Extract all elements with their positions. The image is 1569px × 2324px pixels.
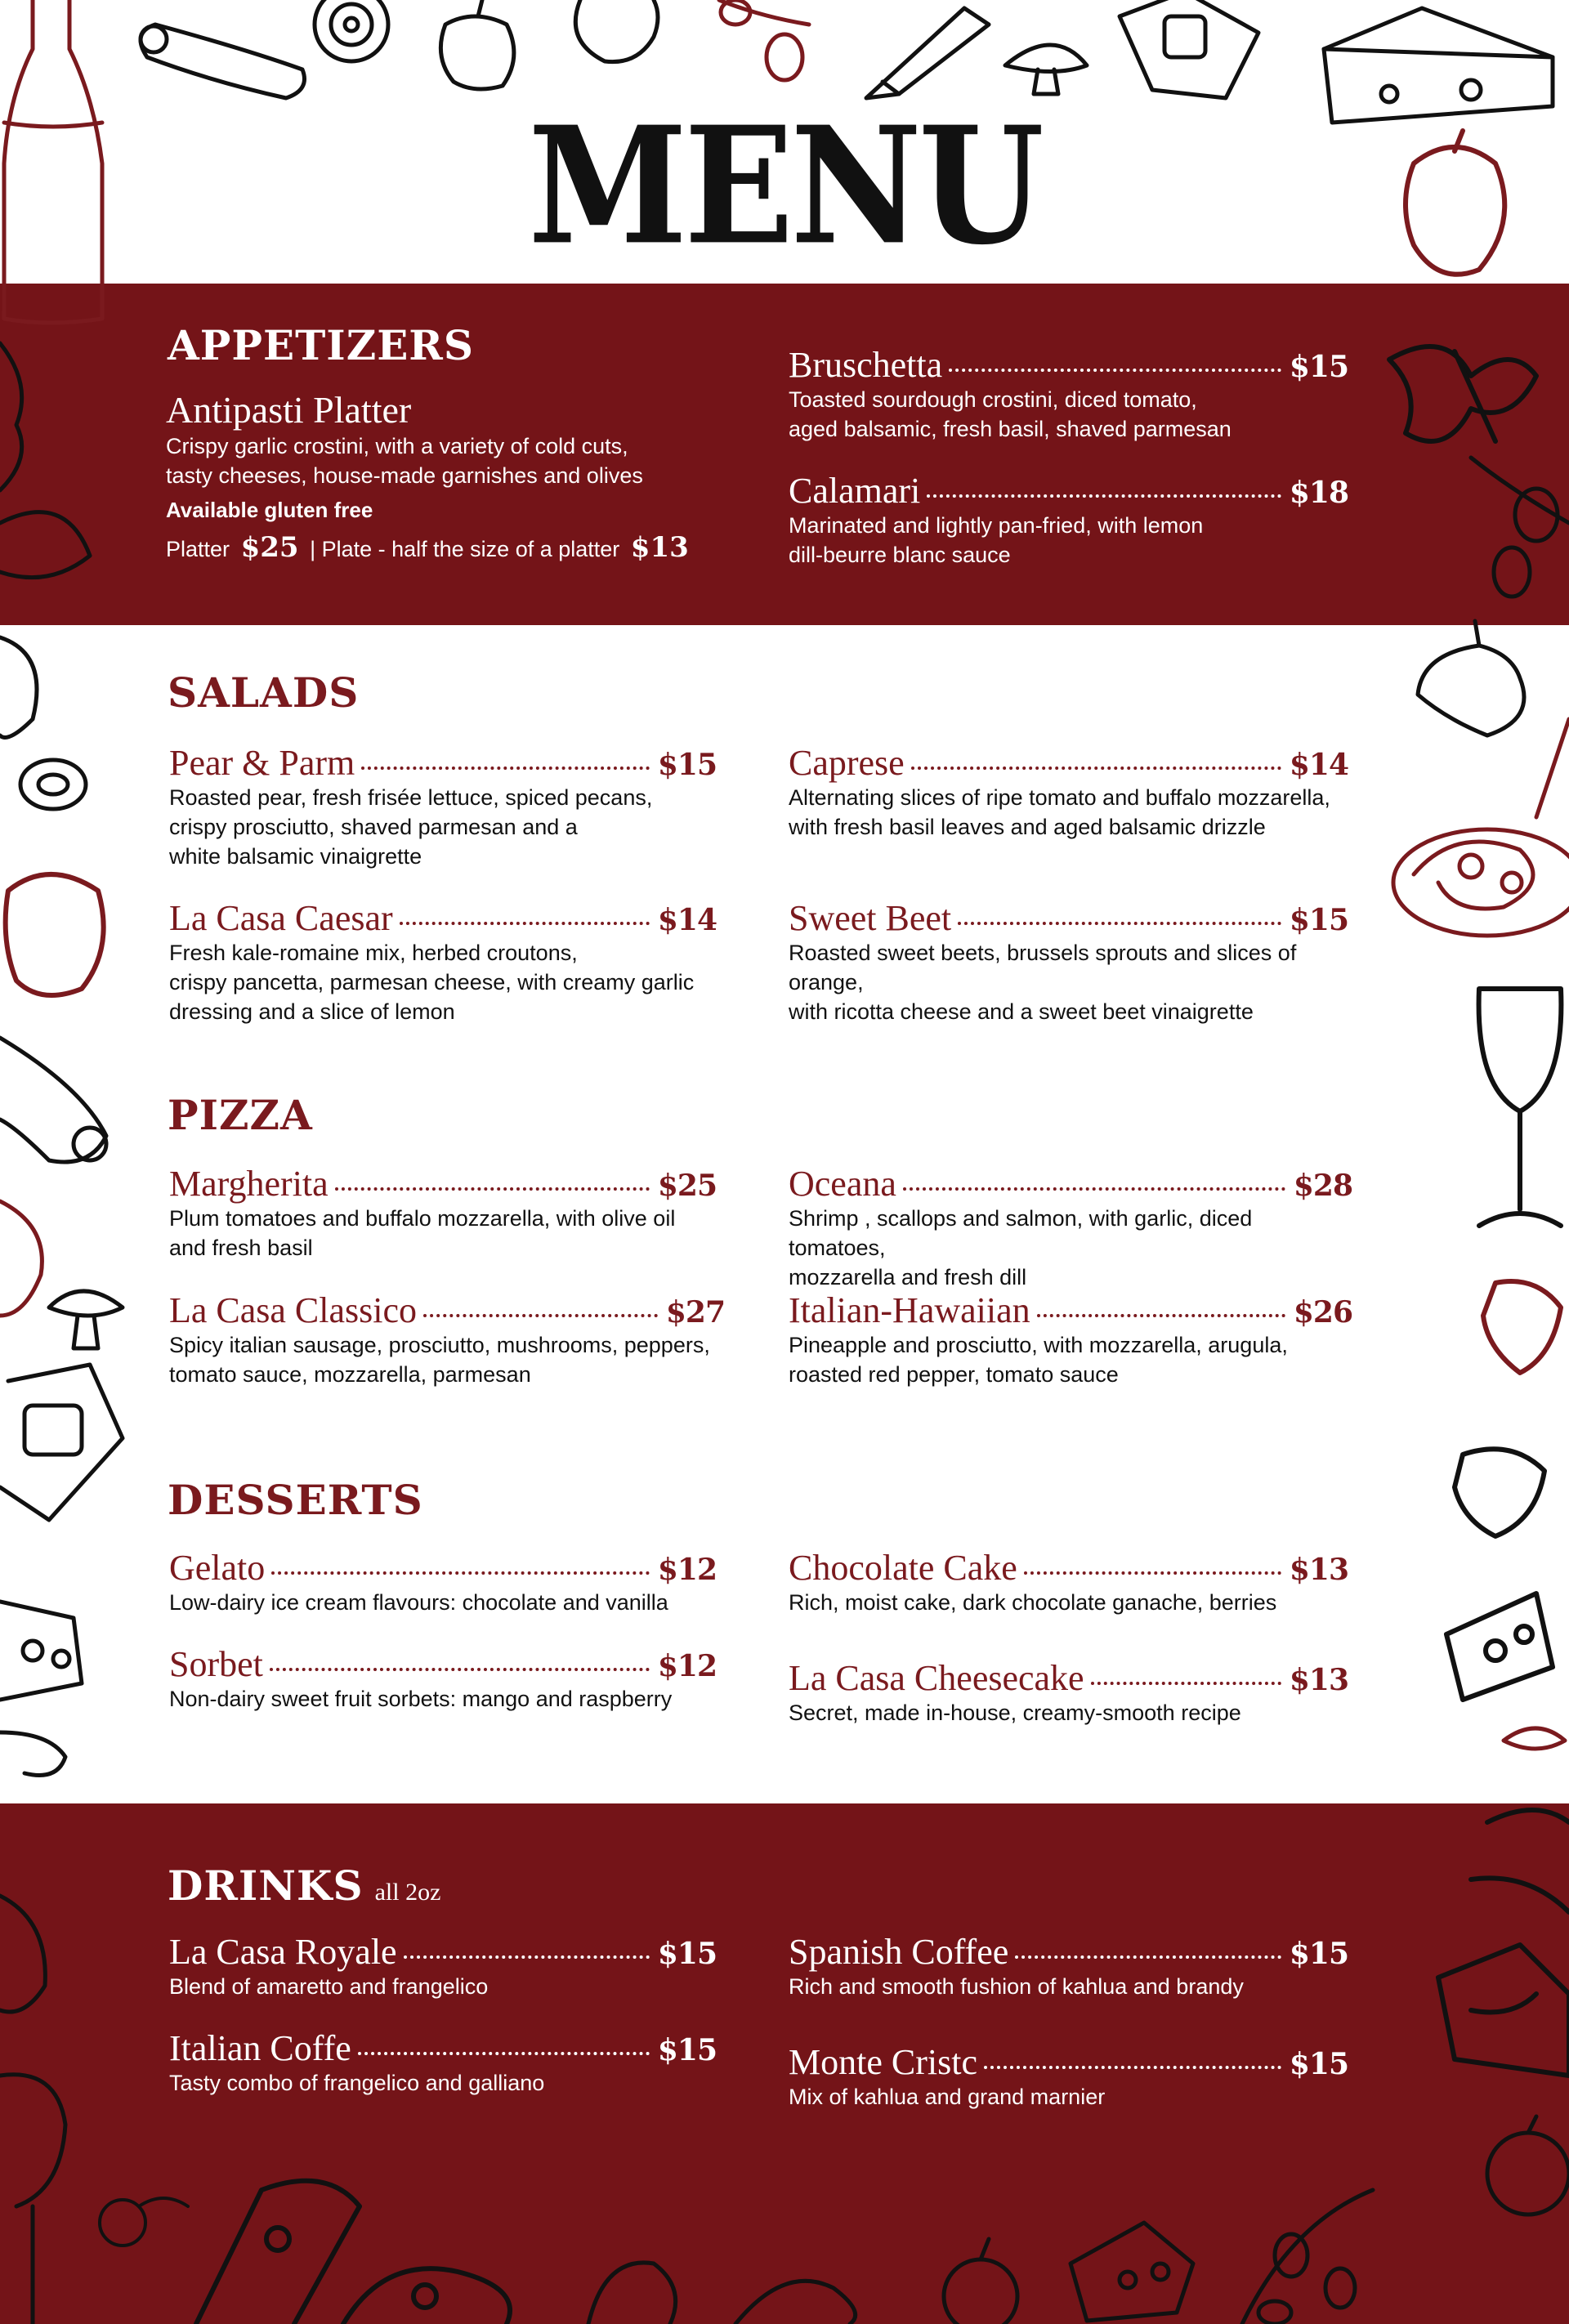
item-description: Secret, made in-house, creamy-smooth recipe	[789, 1701, 1241, 1726]
item-description: Alternating slices of ripe tomato and buffalo mozzarella, with fresh basil leaves and aged balsamic drizzle	[789, 785, 1330, 840]
wine-glass-icon	[1479, 989, 1562, 1226]
item-description: Low-dairy ice cream flavours: chocolate and vanilla	[169, 1590, 668, 1616]
item-description: Plum tomatoes and buffalo mozzarella, with olive oil and fresh basil	[169, 1206, 676, 1261]
item-name: Italian Coffe	[169, 2028, 351, 2068]
dot-leader	[958, 922, 1281, 925]
item-description: Spicy italian sausage, prosciutto, mushrooms, peppers, tomato sauce, mozzarella, parmesan	[169, 1333, 710, 1388]
item-name: Oceana	[789, 1164, 896, 1204]
item-description: Shrimp , scallops and salmon, with garlic, diced tomatoes, mozzarella and fresh dill	[789, 1206, 1253, 1290]
mushroom-icon	[1005, 45, 1087, 94]
drinks-size-note: all 2oz	[374, 1879, 441, 1906]
spaghetti-plate-icon	[1393, 719, 1569, 936]
item-name: Caprese	[789, 743, 905, 783]
dot-leader	[1091, 1682, 1281, 1685]
gluten-free-note: Available gluten free	[166, 497, 373, 522]
salads-heading: SALADS	[168, 668, 360, 717]
item-price: $13	[1289, 1553, 1348, 1587]
item-price: $13	[1289, 1663, 1348, 1697]
olive-branch-icon	[20, 760, 86, 809]
dot-leader	[335, 1187, 650, 1191]
salami-icon	[0, 1038, 106, 1162]
platter-label: Platter	[166, 536, 230, 561]
item-description: Marinated and lightly pan-fried, with lemon dill-beurre blanc sauce	[789, 513, 1204, 568]
menu-item	[169, 1549, 717, 1617]
dot-leader	[400, 922, 650, 925]
item-description: Roasted sweet beets, brussels sprouts and slices of orange, with ricotta cheese and a sweet beet vinaigrette	[789, 941, 1297, 1025]
menu-item	[789, 1291, 1352, 1389]
dot-leader	[1024, 1571, 1281, 1575]
appetizers-heading: APPETIZERS	[168, 321, 474, 369]
item-description: Pineapple and prosciutto, with mozzarella, arugula, roasted red pepper, tomato sauce	[789, 1333, 1288, 1388]
item-name: La Casa Royale	[169, 1932, 397, 1972]
menu-item	[789, 1549, 1348, 1617]
item-price: $28	[1293, 1169, 1352, 1203]
item-description: Roasted pear, fresh frisée lettuce, spiced pecans, crispy prosciutto, shaved parmesan and a white balsamic vinaigrette	[169, 785, 653, 869]
item-price: $27	[665, 1295, 725, 1330]
antipasti-name: Antipasti Platter	[166, 389, 412, 431]
menu-item	[789, 2043, 1348, 2112]
item-description: Non-dairy sweet fruit sorbets: mango and raspberry	[169, 1687, 673, 1712]
pizza-heading: PIZZA	[168, 1091, 313, 1139]
plate-price: $13	[630, 530, 689, 564]
menu-title: MENU	[528, 91, 1041, 281]
plate-label: | Plate - half the size of a platter	[310, 536, 620, 561]
item-name: La Casa Cheesecake	[789, 1658, 1084, 1698]
item-description: Tasty combo of frangelico and galliano	[169, 2071, 545, 2096]
item-description: Mix of kahlua and grand marnier	[789, 2085, 1106, 2110]
item-price: $14	[1289, 748, 1348, 782]
salami-icon	[141, 25, 305, 98]
onion-icon	[315, 0, 388, 61]
item-price: $25	[657, 1169, 717, 1203]
item-name: La Casa Caesar	[169, 898, 393, 938]
item-price: $15	[1289, 350, 1348, 384]
dot-leader	[984, 2066, 1281, 2069]
dot-leader	[903, 1187, 1285, 1191]
item-description: Fresh kale-romaine mix, herbed croutons, crispy pancetta, parmesan cheese, with creamy garlic dressing and a slice of lemon	[169, 941, 695, 1025]
item-name: Sorbet	[169, 1644, 263, 1684]
item-name: Spanish Coffee	[789, 1932, 1009, 1972]
menu-item	[789, 1659, 1348, 1727]
dot-leader	[949, 369, 1281, 372]
onion-icon	[1455, 1449, 1544, 1536]
dot-leader	[361, 766, 650, 770]
knife-icon	[866, 8, 989, 98]
menu-item	[789, 744, 1348, 842]
item-price: $15	[657, 2033, 717, 2067]
dot-leader	[1037, 1314, 1285, 1317]
item-price: $15	[657, 748, 717, 782]
menu-item	[169, 899, 717, 1026]
dot-leader	[358, 2052, 650, 2055]
item-name: Calamari	[789, 471, 921, 511]
item-description: Rich, moist cake, dark chocolate ganache, berries	[789, 1590, 1277, 1616]
garlic-icon	[0, 637, 37, 738]
bell-pepper-icon	[440, 0, 514, 89]
menu-item	[169, 744, 717, 871]
item-price: $15	[1289, 903, 1348, 937]
item-description: Rich and smooth fushion of kahlua and brandy	[789, 1974, 1244, 2000]
dot-leader	[927, 494, 1281, 498]
drinks-title: DRINKS	[168, 1861, 364, 1910]
item-price: $26	[1293, 1295, 1352, 1330]
menu-item	[169, 1933, 717, 2001]
platter-price: $25	[240, 530, 299, 564]
cheese-icon	[0, 1602, 82, 1700]
menu-item	[789, 346, 1348, 444]
item-name: Monte Cristc	[789, 2042, 977, 2082]
menu-item	[789, 472, 1348, 570]
item-price: $18	[1289, 476, 1348, 510]
item-description: Toasted sourdough crostini, diced tomato, aged balsamic, fresh basil, shaved parmesan	[789, 387, 1232, 442]
item-name: Gelato	[169, 1548, 266, 1588]
desserts-heading: DESSERTS	[168, 1476, 423, 1524]
menu-item	[169, 1645, 717, 1714]
dot-leader	[423, 1314, 658, 1317]
item-name: Chocolate Cake	[789, 1548, 1017, 1588]
item-price: $14	[657, 903, 717, 937]
mushroom-icon	[49, 1291, 123, 1348]
salami-icon	[0, 1732, 65, 1776]
item-name: Italian-Hawaiian	[789, 1290, 1030, 1330]
dot-leader	[1015, 1955, 1281, 1959]
dot-leader	[271, 1571, 650, 1575]
item-price: $12	[657, 1649, 717, 1683]
antipasti-prices	[166, 531, 754, 564]
item-name: La Casa Classico	[169, 1290, 418, 1330]
dot-leader	[270, 1668, 650, 1671]
menu-item	[169, 1291, 725, 1389]
item-description: Blend of amaretto and frangelico	[169, 1974, 489, 2000]
menu-item	[169, 1164, 717, 1263]
item-price: $15	[657, 1937, 717, 1971]
item-name: Bruschetta	[789, 345, 943, 385]
menu-item	[789, 1164, 1352, 1292]
item-name: Sweet Beet	[789, 898, 952, 938]
garlic-icon	[1418, 621, 1524, 735]
item-price: $15	[1289, 2047, 1348, 2081]
menu-item	[169, 2029, 717, 2098]
antipasti-description: Crispy garlic crostini, with a variety of cold cuts, tasty cheeses, house-made garnishes and olives	[166, 433, 643, 488]
bell-pepper-icon	[6, 874, 104, 995]
olive-branch-icon	[719, 0, 809, 80]
dot-leader	[404, 1955, 650, 1959]
item-name: Margherita	[169, 1164, 329, 1204]
antipasti-platter-item	[166, 390, 754, 564]
item-name: Pear & Parm	[169, 743, 355, 783]
dot-leader	[911, 766, 1281, 770]
cheese-icon	[1446, 1593, 1553, 1700]
menu-item	[789, 899, 1348, 1026]
menu-item	[789, 1933, 1348, 2001]
drinks-heading	[168, 1863, 440, 1908]
item-price: $15	[1289, 1937, 1348, 1971]
garlic-icon	[575, 0, 658, 62]
mushroom-icon	[1504, 1728, 1565, 1749]
item-price: $12	[657, 1553, 717, 1587]
ravioli-icon	[1120, 0, 1258, 98]
garlic-icon	[1483, 1281, 1561, 1373]
tomato-icon	[0, 1201, 42, 1316]
ravioli-icon	[0, 1365, 123, 1520]
